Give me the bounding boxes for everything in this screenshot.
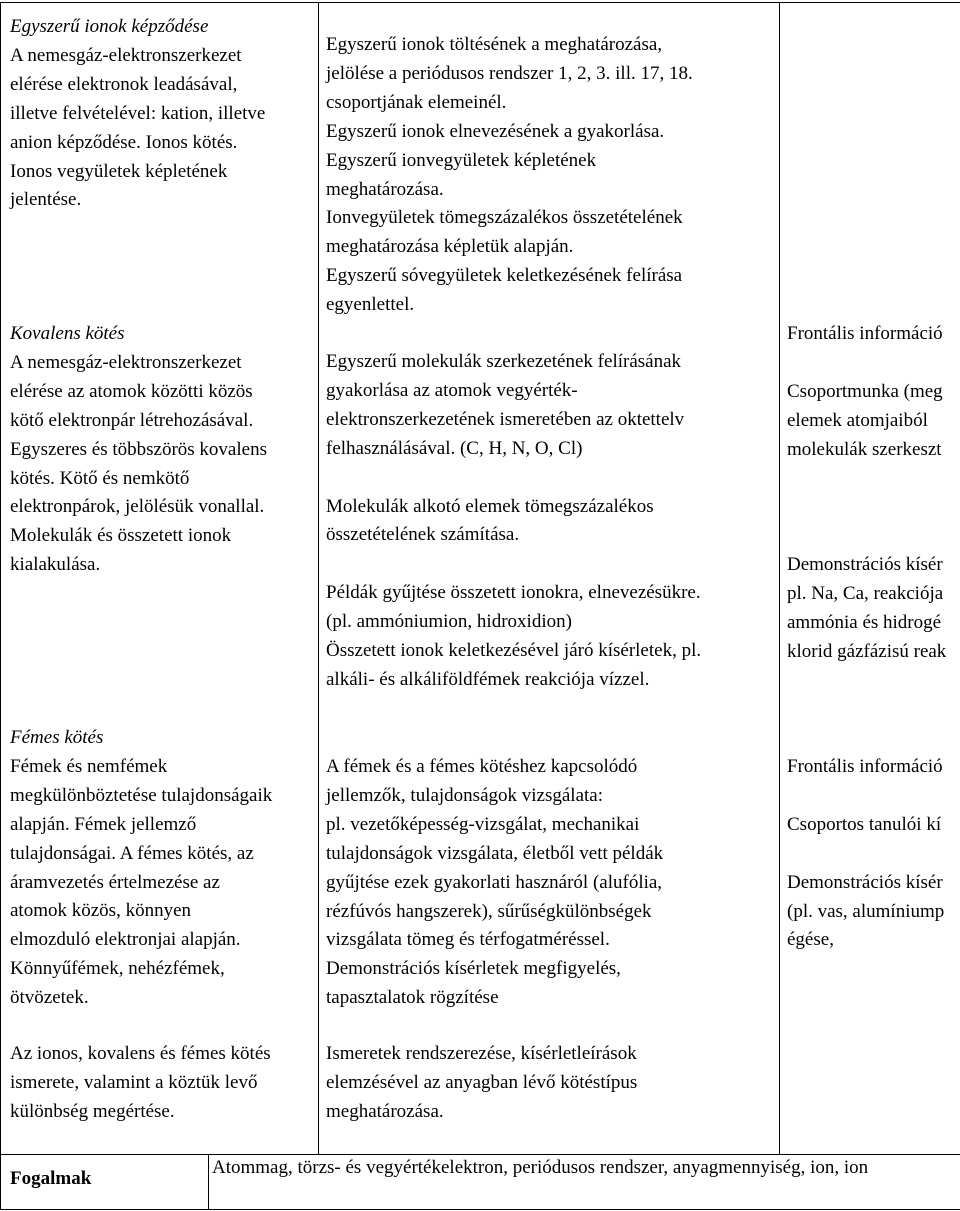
activity-line: jelölése a periódusos rendszer 1, 2, 3. ill. 17, 18. xyxy=(326,62,693,84)
activity-line: meghatározása képletük alapján. xyxy=(326,236,574,258)
spacer xyxy=(326,550,701,579)
table-bottom-border xyxy=(0,1209,960,1210)
topic-femes-kotes xyxy=(10,724,272,1013)
method-line: Demonstrációs kísér xyxy=(787,871,943,893)
activity-line: Példák gyűjtése összetett ionokra, elnevezésükre. xyxy=(326,582,701,604)
activity-line: Molekulák alkotó elemek tömegszázalékos xyxy=(326,495,654,517)
activity-line: összetételének számítása. xyxy=(326,524,520,546)
spacer xyxy=(326,464,701,493)
topic-title: Egyszerű ionok képződése xyxy=(10,16,209,37)
topic-line: illetve felvételével: kation, illetve xyxy=(10,102,266,124)
topic-line: tulajdonságai. A fémes kötés, az xyxy=(10,842,254,864)
row-divider-main xyxy=(0,1154,960,1155)
spacer xyxy=(787,840,944,869)
activity-line: tulajdonságok vizsgálata, életből vett példák xyxy=(326,842,664,864)
fogalmak-label: Fogalmak xyxy=(10,1168,92,1189)
topic-line: Az ionos, kovalens és fémes kötés xyxy=(10,1043,271,1064)
topic-line: áramvezetés értelmezése az xyxy=(10,871,220,893)
activity-line: jellemzők, tulajdonságok vizsgálata: xyxy=(326,784,604,806)
topic-line: A nemesgáz-elektronszerkezet xyxy=(10,44,242,66)
method-line: Demonstrációs kísér xyxy=(787,554,943,576)
methods-kovalens-kotes xyxy=(787,320,946,667)
activity-line: alkáli- és alkáliföldfémek reakciója vízzel. xyxy=(326,668,650,690)
topic-line: Fémek és nemfémek xyxy=(10,755,168,777)
topic-kovalens-kotes xyxy=(10,320,267,580)
method-line: ammónia és hidrogé xyxy=(787,612,942,633)
fogalmak-text: Atommag, törzs- és vegyértékelektron, periódusos rendszer, anyagmennyiség, ion, ion xyxy=(212,1157,869,1178)
activity-line: meghatározása. xyxy=(326,1100,444,1122)
column-divider-1 xyxy=(318,2,319,1154)
activity-line: meghatározása. xyxy=(326,178,444,200)
topic-line: Egyszeres és többszörös kovalens xyxy=(10,438,267,460)
activity-line: tapasztalatok rögzítése xyxy=(326,987,499,1009)
method-line: Csoportmunka (meg xyxy=(787,380,943,402)
activity-line: Egyszerű sóvegyületek keletkezésének felírása xyxy=(326,265,683,287)
activity-line: Összetett ionok keletkezésével járó kísérletek, pl. xyxy=(326,640,702,662)
activity-line: A fémek és a fémes kötéshez kapcsolódó xyxy=(326,756,638,777)
activity-line: vizsgálata tömeg és térfogatméréssel. xyxy=(326,929,610,951)
topic-line: kötés. Kötő és nemkötő xyxy=(10,467,190,489)
topic-line: anion képződése. Ionos kötés. xyxy=(10,131,238,153)
activity-line: Egyszerű molekulák szerkezetének felírásának xyxy=(326,351,682,372)
method-line: (pl. vas, alumíniump xyxy=(787,900,945,922)
topic-line: kötő elektronpár létrehozásával. xyxy=(10,409,254,431)
activity-line: Egyszerű ionvegyületek képletének xyxy=(326,149,597,171)
topic-egyszeru-ionok xyxy=(10,13,265,215)
spacer xyxy=(787,493,946,522)
activity-line: pl. vezetőképesség-vizsgálat, mechanikai xyxy=(326,813,640,835)
method-line: Csoportos tanulói kí xyxy=(787,813,942,835)
topic-line: Könnyűfémek, nehézfémek, xyxy=(10,958,225,980)
topic-line: kialakulása. xyxy=(10,554,101,576)
spacer xyxy=(787,465,946,494)
topic-line: elérése elektronok leadásával, xyxy=(10,73,238,95)
topic-line: ismerete, valamint a köztük levő xyxy=(10,1071,258,1093)
activity-line: Egyszerű ionok elnevezésének a gyakorlása. xyxy=(326,120,665,142)
table-left-border xyxy=(0,2,1,1210)
methods-femes-kotes xyxy=(787,753,944,955)
topic-line: alapján. Fémek jellemző xyxy=(10,813,197,835)
spacer xyxy=(787,782,944,811)
topic-title: Fémes kötés xyxy=(10,727,104,748)
activity-line: elemzésével az anyagban lévő kötéstípus xyxy=(326,1071,638,1093)
method-line: Frontális információ xyxy=(787,323,943,344)
method-line: pl. Na, Ca, reakciója xyxy=(787,583,944,605)
activity-line: rézfúvós hangszerek), sűrűségkülönbségek xyxy=(326,900,652,922)
topic-line: elektronpárok, jelölésük vonallal. xyxy=(10,496,265,518)
method-line: Frontális információ xyxy=(787,756,943,777)
activities-femes-kotes xyxy=(326,753,663,1013)
activities-osszegzes xyxy=(326,1040,637,1127)
topic-line: Ionos vegyületek képletének xyxy=(10,160,228,182)
topic-line: jelentése. xyxy=(10,189,82,211)
table-top-border xyxy=(0,2,960,3)
method-line: elemek atomjaiból xyxy=(787,409,928,431)
activity-line: Demonstrációs kísérletek megfigyelés, xyxy=(326,958,621,980)
activity-line: egyenlettel. xyxy=(326,294,415,316)
activity-line: csoportjának elemeinél. xyxy=(326,91,507,113)
fogalmak-divider xyxy=(208,1154,209,1210)
spacer xyxy=(787,522,946,551)
topic-line: A nemesgáz-elektronszerkezet xyxy=(10,351,242,373)
topic-line: Molekulák és összetett ionok xyxy=(10,525,232,547)
topic-line: különbség megértése. xyxy=(10,1100,175,1122)
activities-kovalens-kotes xyxy=(326,348,701,695)
topic-line: atomok közös, könnyen xyxy=(10,900,192,922)
activity-line: elektronszerkezetének ismeretében az oktettelv xyxy=(326,408,685,430)
activity-line: Egyszerű ionok töltésének a meghatározása, xyxy=(326,34,663,55)
activities-egyszeru-ionok xyxy=(326,31,693,320)
activity-line: felhasználásával. (C, H, N, O, Cl) xyxy=(326,437,583,459)
column-divider-2 xyxy=(779,2,780,1154)
topic-line: ötvözetek. xyxy=(10,987,89,1009)
method-line: égése, xyxy=(787,929,834,951)
activity-line: (pl. ammóniumion, hidroxidion) xyxy=(326,611,572,633)
topic-line: megkülönböztetése tulajdonságaik xyxy=(10,784,273,806)
method-line: molekulák szerkeszt xyxy=(787,438,942,460)
activity-line: Ismeretek rendszerezése, kísérletleírások xyxy=(326,1043,637,1064)
topic-line: elmozduló elektronjai alapján. xyxy=(10,929,241,951)
activity-line: Ionvegyületek tömegszázalékos összetételének xyxy=(326,207,683,229)
topic-line: elérése az atomok közötti közös xyxy=(10,380,253,402)
activity-line: gyakorlása az atomok vegyérték- xyxy=(326,379,578,401)
topic-osszegzes xyxy=(10,1040,271,1127)
topic-title: Kovalens kötés xyxy=(10,323,125,344)
spacer xyxy=(787,349,946,378)
method-line: klorid gázfázisú reak xyxy=(787,640,947,662)
activity-line: gyűjtése ezek gyakorlati hasznáról (alufólia, xyxy=(326,871,663,893)
